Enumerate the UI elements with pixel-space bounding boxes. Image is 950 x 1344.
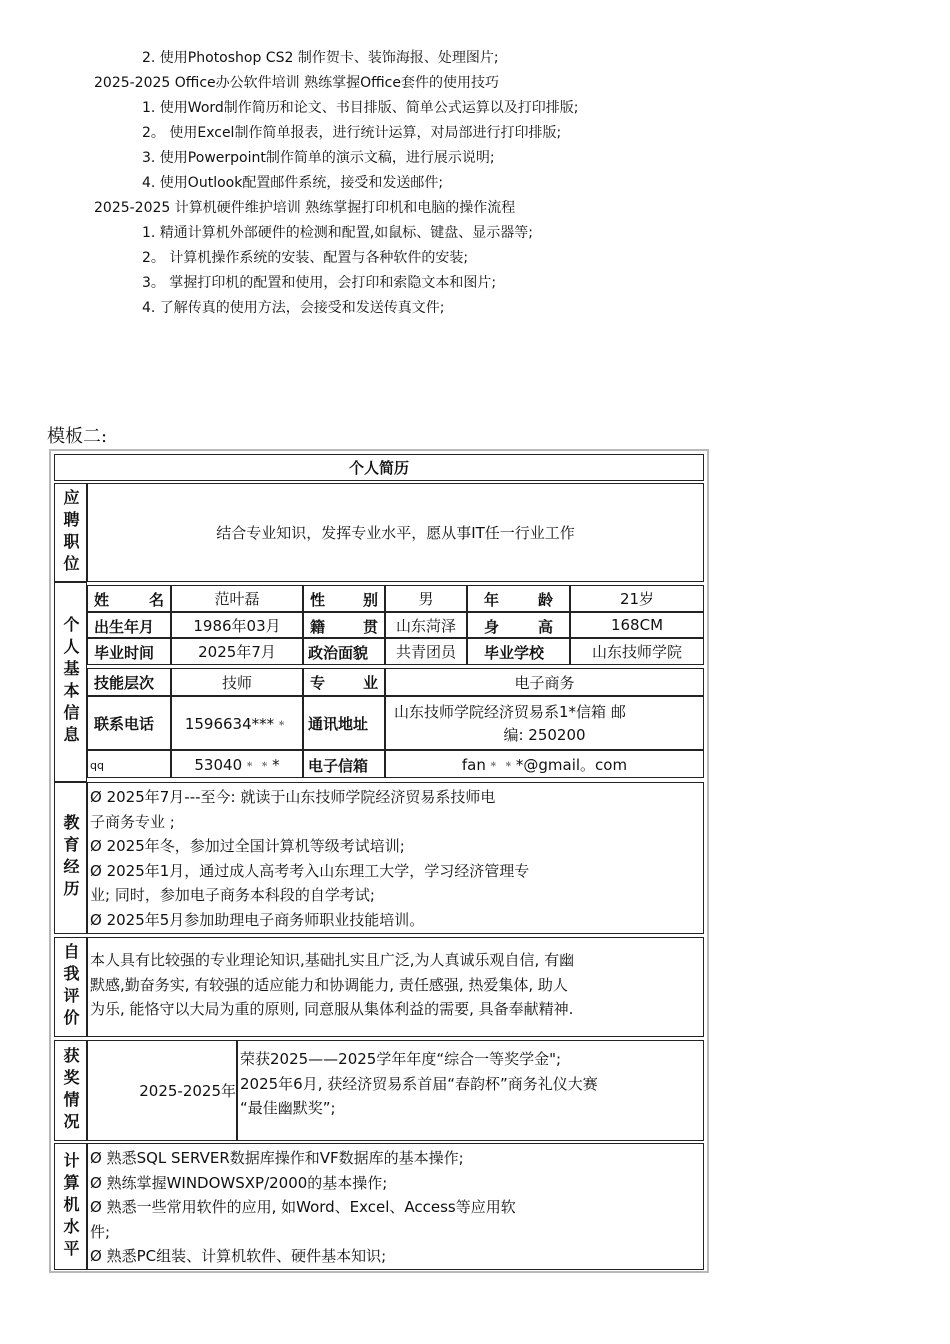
position-label: 应聘职位 bbox=[54, 483, 87, 582]
email-value: fan﹡﹡*@gmail。com bbox=[385, 750, 704, 778]
education-line: Ø 2025年1月，通过成人高考考入山东理工大学，学习经济管理专 bbox=[90, 861, 530, 880]
native-value: 山东菏泽 bbox=[385, 612, 467, 638]
training-line: 1. 精通计算机外部硬件的检测和配置,如鼠标、键盘、显示器等; bbox=[142, 225, 533, 241]
major-value: 电子商务 bbox=[385, 668, 704, 696]
computer-label: 计算机水平 bbox=[54, 1143, 87, 1270]
training-line: 1. 使用Word制作简历和论文、书目排版、简单公式运算以及打印排版; bbox=[142, 100, 579, 116]
self-eval-line: 本人具有比较强的专业理论知识,基础扎实且广泛,为人真诚乐观自信, 有幽 bbox=[90, 951, 575, 969]
training-line: 4. 了解传真的使用方法，会接受和发送传真文件; bbox=[142, 300, 445, 316]
basic-info-label: 个人基本信息 bbox=[54, 582, 87, 782]
qq-value: 53040﹡﹡* bbox=[171, 750, 303, 778]
resume-table bbox=[49, 449, 709, 1273]
computer-line: Ø 熟悉SQL SERVER数据库操作和VF数据库的基本操作; bbox=[90, 1149, 464, 1167]
self-eval-line: 为乐, 能恪守以大局为重的原则, 同意服从集体利益的需要, 具备奉献精神. bbox=[90, 1000, 574, 1018]
education-line: 业; 同时，参加电子商务本科段的自学考试; bbox=[90, 886, 375, 904]
age-label: 年 龄 bbox=[467, 585, 570, 612]
training-course-line: 2025-2025 Office办公软件培训 熟练掌握Office套件的使用技巧 bbox=[94, 75, 499, 91]
education-line: Ø 2025年5月参加助理电子商务师职业技能培训。 bbox=[90, 910, 425, 929]
self-eval-line: 默感,勤奋务实, 有较强的适应能力和协调能力, 责任感强, 热爱集体, 助人 bbox=[90, 975, 568, 994]
computer-line: 件; bbox=[90, 1222, 111, 1241]
training-line: 4. 使用Outlook配置邮件系统，接受和发送邮件; bbox=[142, 175, 444, 191]
award-line: “最佳幽默奖”; bbox=[240, 1099, 336, 1117]
birth-value: 1986年03月 bbox=[171, 612, 303, 638]
school-label: 毕业学校 bbox=[467, 638, 570, 665]
computer-line: Ø 熟悉一些常用软件的应用, 如Word、Excel、Access等应用软 bbox=[90, 1198, 516, 1216]
gender-label: 性 别 bbox=[303, 585, 385, 612]
grad-time-value: 2025年7月 bbox=[171, 638, 303, 665]
training-line: 2。 计算机操作系统的安装、配置与各种软件的安装; bbox=[142, 250, 469, 266]
native-label: 籍 贯 bbox=[303, 612, 385, 638]
training-line: 3。 掌握打印机的配置和使用，会打印和索隐文本和图片; bbox=[142, 275, 497, 291]
phone-label: 联系电话 bbox=[87, 696, 171, 750]
computer-line: Ø 熟悉PC组装、计算机软件、硬件基本知识; bbox=[90, 1247, 387, 1265]
politics-value: 共青团员 bbox=[385, 638, 467, 665]
computer-content bbox=[87, 1143, 704, 1270]
skill-value: 技师 bbox=[171, 668, 303, 696]
school-value: 山东技师学院 bbox=[570, 638, 704, 665]
position-value: 结合专业知识，发挥专业水平，愿从事IT任一行业工作 bbox=[87, 483, 704, 582]
education-line: Ø 2025年冬，参加过全国计算机等级考试培训; bbox=[90, 837, 405, 855]
education-label: 教育经历 bbox=[54, 782, 87, 934]
name-value: 范叶磊 bbox=[171, 585, 303, 612]
award-year: 2025-2025年 bbox=[87, 1040, 237, 1141]
address-value: 山东技师学院经济贸易系1*信箱 邮 编: 250200 bbox=[385, 696, 704, 750]
skill-label: 技能层次 bbox=[87, 668, 171, 696]
major-label: 专 业 bbox=[303, 668, 385, 696]
height-label: 身 高 bbox=[467, 612, 570, 638]
gender-value: 男 bbox=[385, 585, 467, 612]
training-course-line: 2025-2025 计算机硬件维护培训 熟练掌握打印机和电脑的操作流程 bbox=[94, 200, 516, 216]
self-eval-label: 自我评价 bbox=[54, 937, 87, 1037]
birth-label: 出生年月 bbox=[87, 612, 171, 638]
qq-label: qq bbox=[87, 750, 171, 778]
award-content bbox=[237, 1040, 704, 1141]
computer-line: Ø 熟练掌握WINDOWSXP/2000的基本操作; bbox=[90, 1173, 388, 1192]
award-line: 荣获2025——2025学年年度“综合一等奖学金"; bbox=[240, 1050, 562, 1068]
training-line: 3. 使用Powerpoint制作简单的演示文稿，进行展示说明; bbox=[142, 150, 495, 166]
name-label: 姓 名 bbox=[87, 585, 171, 612]
self-eval-content bbox=[87, 937, 704, 1037]
politics-label: 政治面貌 bbox=[303, 638, 385, 665]
education-line: 子商务专业 ; bbox=[90, 812, 175, 831]
email-label: 电子信箱 bbox=[303, 750, 385, 778]
age-value: 21岁 bbox=[570, 585, 704, 612]
training-line: 2. 使用Photoshop CS2 制作贺卡、装饰海报、处理图片; bbox=[142, 50, 499, 66]
education-content bbox=[87, 782, 704, 934]
award-label: 获奖情况 bbox=[54, 1040, 87, 1141]
award-line: 2025年6月, 获经济贸易系首届“春韵杯”商务礼仪大赛 bbox=[240, 1074, 598, 1093]
grad-time-label: 毕业时间 bbox=[87, 638, 171, 665]
height-value: 168CM bbox=[570, 612, 704, 638]
template-title: 模板二: bbox=[47, 426, 108, 447]
address-label: 通讯地址 bbox=[303, 696, 385, 750]
phone-value: 1596634***﹡ bbox=[171, 696, 303, 750]
resume-title: 个人简历 bbox=[54, 454, 704, 481]
education-line: Ø 2025年7月---至今: 就读于山东技师学院经济贸易系技师电 bbox=[90, 788, 496, 806]
training-line: 2。 使用Excel制作简单报表，进行统计运算，对局部进行打印排版; bbox=[142, 125, 562, 141]
